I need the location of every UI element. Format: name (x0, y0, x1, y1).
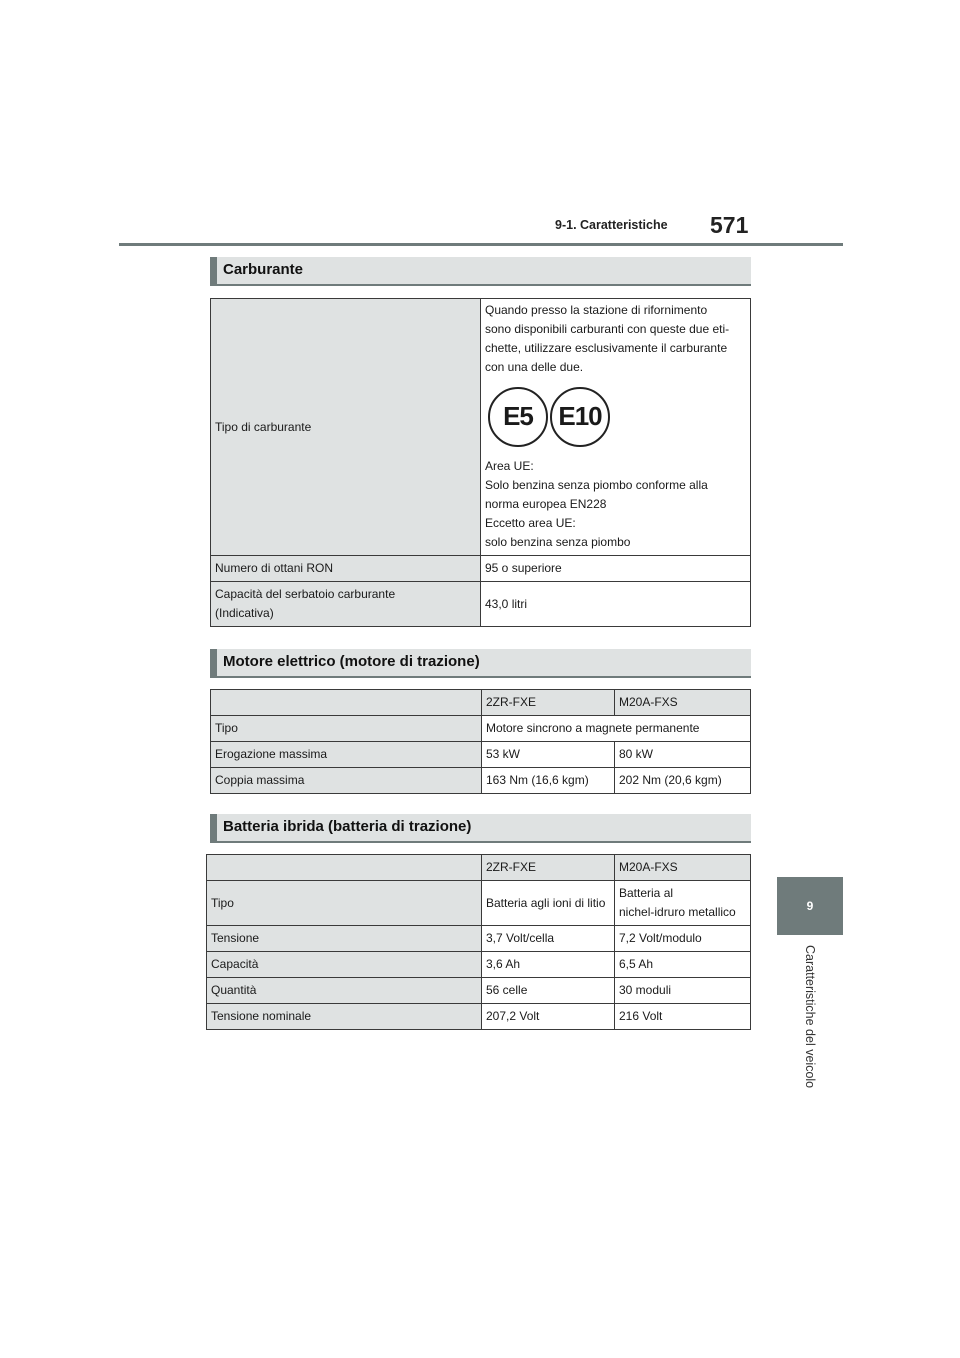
table-row (211, 299, 751, 556)
e5-label-logo: E5 (488, 387, 548, 447)
battery-col-2zr: 2ZR-FXE (482, 855, 615, 881)
motor-type-label: Tipo (211, 716, 482, 742)
fuel-area-line: Eccetto area UE: (485, 515, 576, 530)
battery-heading-text: Batteria ibrida (batteria di trazione) (223, 818, 472, 835)
fuel-label-logos (488, 387, 746, 447)
fuel-area-line: solo benzina senza piombo (485, 534, 631, 549)
capacity-label-line: Capacità del serbatoio carburante (215, 587, 396, 601)
chapter-number: 9 (806, 899, 814, 913)
table-row (207, 855, 751, 881)
fuel-type-label: Tipo di carburante (211, 299, 481, 556)
battery-row-value: 30 moduli (615, 978, 751, 1004)
battery-row-value: 6,5 Ah (615, 952, 751, 978)
octane-label: Numero di ottani RON (211, 556, 481, 582)
battery-row-value: 56 celle (482, 978, 615, 1004)
motor-row-value: 163 Nm (16,6 kgm) (482, 768, 615, 794)
battery-row-label: Quantità (207, 978, 482, 1004)
fuel-heading-text: Carburante (223, 261, 304, 278)
section-title: 9-1. Caratteristiche (555, 218, 668, 232)
battery-row-value: 3,6 Ah (482, 952, 615, 978)
battery-type-label: Tipo (207, 881, 482, 926)
table-row (211, 690, 751, 716)
battery-corner-cell (207, 855, 482, 881)
page-number: 571 (710, 212, 749, 238)
battery-row-value: 7,2 Volt/modulo (615, 926, 751, 952)
fuel-text-line: Quando presso la stazione di rifornimento (485, 302, 708, 317)
table-row (211, 582, 751, 627)
e10-label-logo: E10 (550, 387, 610, 447)
table-row (207, 978, 751, 1004)
table-row (207, 952, 751, 978)
fuel-text-line: sono disponibili carburanti con queste due eti- (485, 321, 730, 336)
chapter-label (803, 945, 824, 1105)
battery-row-label: Capacità (207, 952, 482, 978)
battery-type-v2-line: Batteria al (619, 886, 674, 900)
fuel-table (210, 298, 751, 627)
fuel-heading (210, 257, 751, 286)
battery-type-v2 (615, 881, 751, 926)
table-row (207, 926, 751, 952)
motor-row-value: 53 kW (482, 742, 615, 768)
battery-row-value: 3,7 Volt/cella (482, 926, 615, 952)
motor-heading (210, 649, 751, 678)
table-row (211, 716, 751, 742)
header-divider (119, 243, 843, 246)
capacity-label-line: (Indicativa) (215, 606, 274, 620)
battery-row-value: 216 Volt (615, 1004, 751, 1030)
battery-col-m20a: M20A-FXS (615, 855, 751, 881)
battery-table (206, 854, 751, 1030)
battery-type-v1: Batteria agli ioni di litio (482, 881, 615, 926)
motor-row-label: Coppia massima (211, 768, 482, 794)
table-row (211, 742, 751, 768)
table-row (211, 556, 751, 582)
capacity-value: 43,0 litri (481, 582, 751, 627)
fuel-type-value (481, 299, 751, 556)
table-row (207, 1004, 751, 1030)
motor-heading-text: Motore elettrico (motore di trazione) (223, 653, 480, 670)
chapter-label-text: Caratteristiche del veicolo (803, 945, 817, 1089)
table-row (207, 881, 751, 926)
battery-heading (210, 814, 751, 843)
motor-col-2zr: 2ZR-FXE (482, 690, 615, 716)
battery-row-label: Tensione (207, 926, 482, 952)
motor-table (210, 689, 751, 794)
fuel-text-line: chette, utilizzare esclusivamente il carburante (485, 340, 728, 355)
battery-type-v2-line: nichel-idruro metallico (619, 905, 736, 919)
table-row (211, 768, 751, 794)
motor-row-value: 80 kW (615, 742, 751, 768)
fuel-area-line: Area UE: (485, 458, 534, 473)
motor-corner-cell (211, 690, 482, 716)
fuel-text-line: con una delle due. (485, 359, 584, 374)
battery-row-value: 207,2 Volt (482, 1004, 615, 1030)
motor-type-value: Motore sincrono a magnete permanente (482, 716, 751, 742)
capacity-label (211, 582, 481, 627)
octane-value: 95 o superiore (481, 556, 751, 582)
fuel-area-line: Solo benzina senza piombo conforme alla (485, 477, 708, 492)
motor-col-m20a: M20A-FXS (615, 690, 751, 716)
motor-row-label: Erogazione massima (211, 742, 482, 768)
battery-row-label: Tensione nominale (207, 1004, 482, 1030)
fuel-area-line: norma europea EN228 (485, 496, 607, 511)
motor-row-value: 202 Nm (20,6 kgm) (615, 768, 751, 794)
